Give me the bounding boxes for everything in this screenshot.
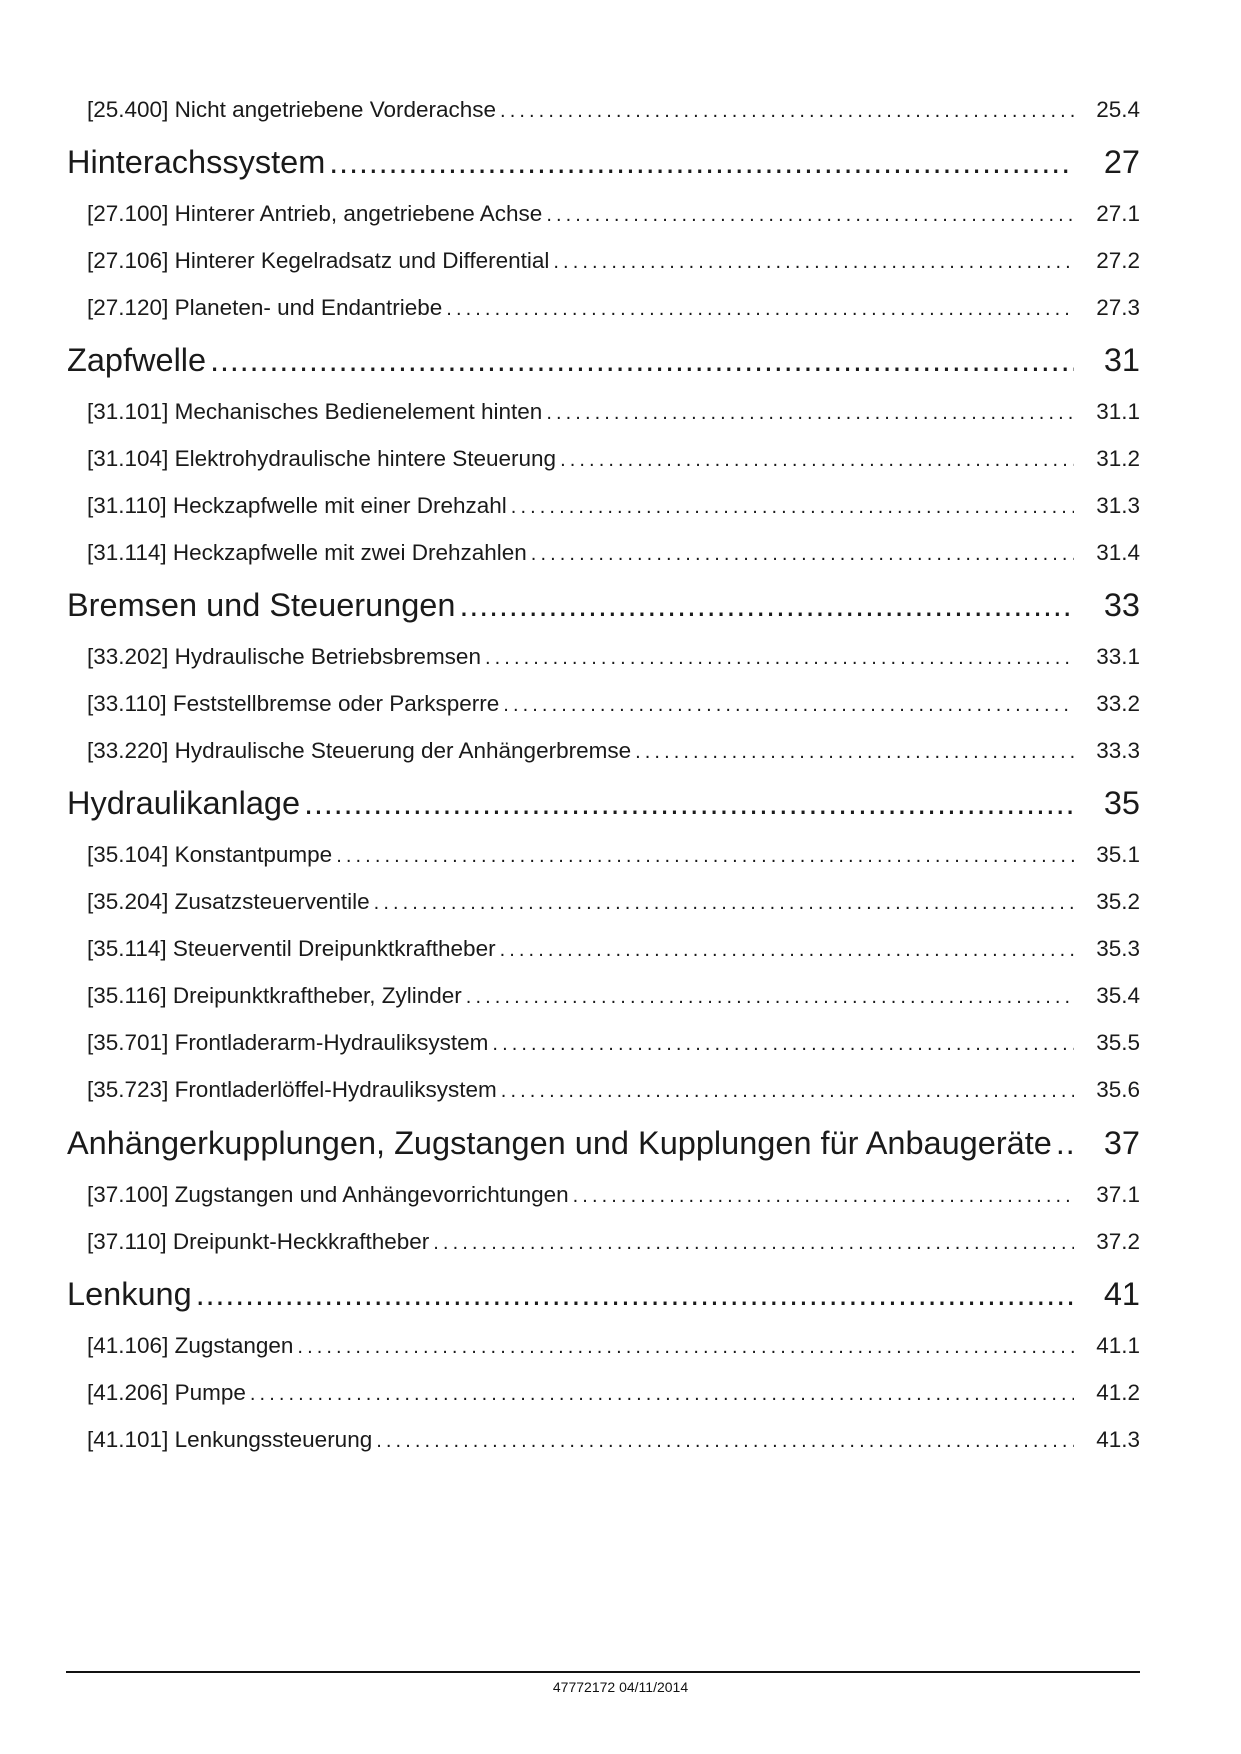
toc-section-entry[interactable] bbox=[87, 1331, 1140, 1362]
page-number: 41.2 bbox=[1096, 1380, 1140, 1405]
dot-leader bbox=[553, 247, 1074, 277]
dot-leader bbox=[546, 200, 1074, 230]
toc-chapter-entry[interactable] bbox=[67, 141, 1140, 183]
page-number: 35.4 bbox=[1096, 983, 1140, 1008]
dot-leader bbox=[503, 690, 1074, 720]
dot-leader bbox=[459, 584, 1074, 626]
page-number: 35.6 bbox=[1096, 1077, 1140, 1102]
toc-section-entry[interactable] bbox=[87, 199, 1140, 230]
page-number: 33.3 bbox=[1096, 738, 1140, 763]
section-title: [33.220] Hydraulische Steuerung der Anhängerbremse bbox=[87, 738, 632, 763]
page-number: 31.1 bbox=[1096, 399, 1140, 424]
section-title: [37.100] Zugstangen und Anhängevorrichtungen bbox=[87, 1182, 569, 1207]
page-number: 41.3 bbox=[1096, 1427, 1140, 1452]
section-title: [35.723] Frontladerlöffel-Hydrauliksystem bbox=[87, 1077, 497, 1102]
toc-section-entry[interactable] bbox=[87, 1378, 1140, 1409]
dot-leader bbox=[196, 1273, 1074, 1315]
page-number: 41.1 bbox=[1096, 1333, 1140, 1358]
page-number: 31.3 bbox=[1096, 493, 1140, 518]
page-number: 33 bbox=[1103, 587, 1140, 623]
toc-section-entry[interactable] bbox=[87, 981, 1140, 1012]
chapter-title: Hydraulikanlage bbox=[67, 785, 301, 821]
dot-leader bbox=[485, 643, 1074, 673]
toc-section-entry[interactable] bbox=[87, 491, 1140, 522]
page-number: 35.1 bbox=[1096, 842, 1140, 867]
chapter-title: Hinterachssystem bbox=[67, 144, 326, 180]
toc-section-entry[interactable] bbox=[87, 689, 1140, 720]
section-title: [35.104] Konstantpumpe bbox=[87, 842, 333, 867]
section-title: [33.110] Feststellbremse oder Parksperre bbox=[87, 691, 500, 716]
toc-section-entry[interactable] bbox=[87, 397, 1140, 428]
page-number: 27 bbox=[1103, 144, 1140, 180]
toc-section-entry[interactable] bbox=[87, 1180, 1140, 1211]
dot-leader bbox=[336, 841, 1074, 871]
section-title: [35.116] Dreipunktkraftheber, Zylinder bbox=[87, 983, 462, 1008]
section-title: [31.104] Elektrohydraulische hintere Steuerung bbox=[87, 446, 557, 471]
toc-section-entry[interactable] bbox=[87, 840, 1140, 871]
toc-chapter-entry[interactable] bbox=[67, 782, 1140, 824]
toc-chapter-entry[interactable] bbox=[67, 1273, 1140, 1315]
section-title: [27.120] Planeten- und Endantriebe bbox=[87, 295, 443, 320]
section-title: [31.110] Heckzapfwelle mit einer Drehzahl bbox=[87, 493, 507, 518]
section-title: [41.106] Zugstangen bbox=[87, 1333, 294, 1358]
dot-leader bbox=[376, 1426, 1074, 1456]
toc-section-entry[interactable] bbox=[87, 1028, 1140, 1059]
dot-leader bbox=[329, 141, 1074, 183]
section-title: [37.110] Dreipunkt-Heckkraftheber bbox=[87, 1229, 430, 1254]
toc-chapter-entry[interactable] bbox=[67, 584, 1140, 626]
dot-leader bbox=[492, 1029, 1074, 1059]
dot-leader bbox=[573, 1181, 1074, 1211]
section-title: [31.114] Heckzapfwelle mit zwei Drehzahlen bbox=[87, 540, 527, 565]
toc-section-entry[interactable] bbox=[87, 736, 1140, 767]
page-number: 27.1 bbox=[1096, 201, 1140, 226]
section-title: [35.701] Frontladerarm-Hydrauliksystem bbox=[87, 1030, 489, 1055]
chapter-title: Bremsen und Steuerungen bbox=[67, 587, 456, 623]
dot-leader bbox=[446, 294, 1074, 324]
dot-leader bbox=[250, 1379, 1074, 1409]
page-number: 27.3 bbox=[1096, 295, 1140, 320]
page-number: 37.2 bbox=[1096, 1229, 1140, 1254]
page-number: 35 bbox=[1103, 785, 1140, 821]
page-number: 27.2 bbox=[1096, 248, 1140, 273]
section-title: [35.204] Zusatzsteuerventile bbox=[87, 889, 370, 914]
chapter-title: Zapfwelle bbox=[67, 342, 207, 378]
toc-section-entry[interactable] bbox=[87, 246, 1140, 277]
section-title: [35.114] Steuerventil Dreipunktkraftheber bbox=[87, 936, 496, 961]
page-number: 37.1 bbox=[1096, 1182, 1140, 1207]
dot-leader bbox=[304, 782, 1074, 824]
dot-leader bbox=[500, 96, 1074, 126]
section-title: [27.100] Hinterer Antrieb, angetriebene Achse bbox=[87, 201, 543, 226]
dot-leader bbox=[560, 445, 1074, 475]
page-number: 25.4 bbox=[1096, 97, 1140, 122]
toc-section-entry[interactable] bbox=[87, 1075, 1140, 1106]
dot-leader bbox=[297, 1332, 1074, 1362]
toc-section-entry[interactable] bbox=[87, 1227, 1140, 1258]
dot-leader bbox=[210, 339, 1074, 381]
toc-section-entry[interactable] bbox=[87, 293, 1140, 324]
footer-document-id: 47772172 04/11/2014 bbox=[552, 1679, 689, 1695]
page-number: 35.5 bbox=[1096, 1030, 1140, 1055]
page-number: 33.2 bbox=[1096, 691, 1140, 716]
dot-leader bbox=[466, 982, 1074, 1012]
dot-leader bbox=[546, 398, 1074, 428]
toc-section-entry[interactable] bbox=[87, 444, 1140, 475]
footer-divider bbox=[66, 1671, 1140, 1673]
dot-leader bbox=[501, 1076, 1074, 1106]
page-number: 31.2 bbox=[1096, 446, 1140, 471]
section-title: [41.101] Lenkungssteuerung bbox=[87, 1427, 373, 1452]
section-title: [31.101] Mechanisches Bedienelement hinten bbox=[87, 399, 543, 424]
page-number: 35.3 bbox=[1096, 936, 1140, 961]
toc-section-entry[interactable] bbox=[87, 95, 1140, 126]
page-number: 37 bbox=[1103, 1125, 1140, 1161]
chapter-title: Anhängerkupplungen, Zugstangen und Kupplungen für Anbaugeräte bbox=[67, 1125, 1052, 1161]
section-title: [25.400] Nicht angetriebene Vorderachse bbox=[87, 97, 497, 122]
chapter-title: Lenkung bbox=[67, 1276, 192, 1312]
dot-leader bbox=[511, 492, 1074, 522]
toc-section-entry[interactable] bbox=[87, 1425, 1140, 1456]
page-number: 31 bbox=[1103, 342, 1140, 378]
page-number: 41 bbox=[1103, 1276, 1140, 1312]
toc-section-entry[interactable] bbox=[87, 934, 1140, 965]
page-number: 35.2 bbox=[1096, 889, 1140, 914]
section-title: [27.106] Hinterer Kegelradsatz und Differential bbox=[87, 248, 550, 273]
dot-leader bbox=[531, 539, 1074, 569]
dot-leader bbox=[500, 935, 1074, 965]
toc-chapter-entry[interactable] bbox=[67, 1122, 1140, 1164]
page-number: 33.1 bbox=[1096, 644, 1140, 669]
toc-section-entry[interactable] bbox=[87, 642, 1140, 673]
toc-section-entry[interactable] bbox=[87, 538, 1140, 569]
section-title: [41.206] Pumpe bbox=[87, 1380, 246, 1405]
page-number: 31.4 bbox=[1096, 540, 1140, 565]
dot-leader bbox=[1056, 1122, 1074, 1164]
toc-section-entry[interactable] bbox=[87, 887, 1140, 918]
toc-chapter-entry[interactable] bbox=[67, 339, 1140, 381]
dot-leader bbox=[374, 888, 1074, 918]
section-title: [33.202] Hydraulische Betriebsbremsen bbox=[87, 644, 481, 669]
dot-leader bbox=[635, 737, 1074, 767]
dot-leader bbox=[433, 1228, 1074, 1258]
